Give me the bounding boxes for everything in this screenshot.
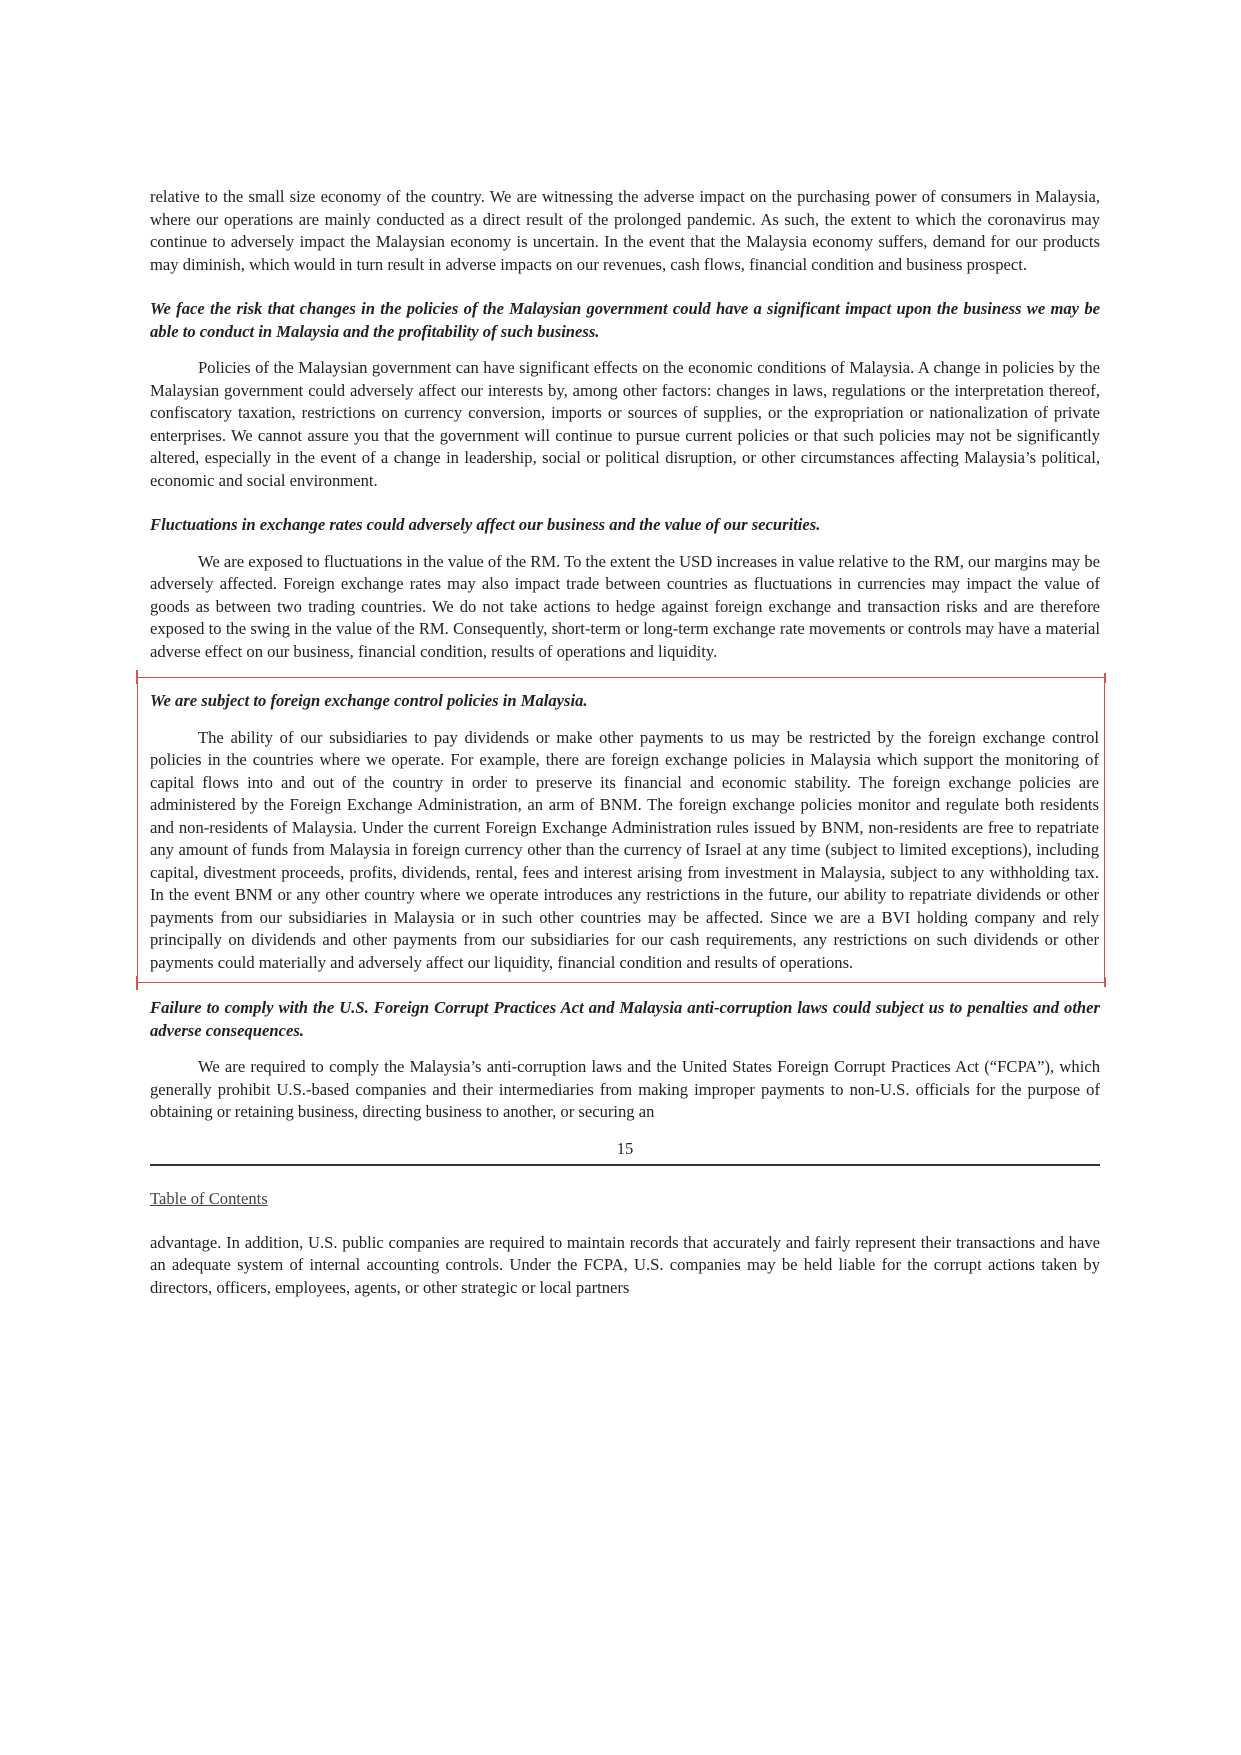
section-heading-fcpa: Failure to comply with the U.S. Foreign Corrupt Practices Act and Malaysia anti-corruption laws could subject us to penalties and other adverse consequences. [150, 998, 1100, 1040]
section-heading-exchange-control: We are subject to foreign exchange control policies in Malaysia. [150, 691, 588, 710]
intro-paragraph: relative to the small size economy of the country. We are witnessing the adverse impact on the purchasing power of consumers in Malaysia, where our operations are mainly conducted as a direct result of the prolonged pandemic. As such, the extent to which the coronavirus may continue to adversely impact the Malaysian economy is uncertain. In the event that the Malaysia economy suffers, demand for our products may diminish, which would in turn result in adverse impacts on our revenues, cash flows, financial condition and business prospect. [150, 187, 1100, 274]
page-number: 15 [616, 1138, 634, 1158]
highlight-corner-mark [1104, 977, 1106, 987]
page-divider [150, 1164, 1100, 1166]
section-body-government-policy: Policies of the Malaysian government can have significant effects on the economic conditions of Malaysia. A change in policies by the Malaysian government could adversely affect our interests by, among other factors: changes in laws, regulations or the interpretation thereof, confiscatory taxation, restrictions on currency conversion, imports or sources of supplies, or the expropriation or nationalization of private enterprises. We cannot assure you that the government will continue to pursue current policies or that such policies may not be significantly altered, especially in the event of a change in leadership, social or political disruption, or other circumstances affecting Malaysia’s political, economic and social environment. [150, 358, 1100, 490]
section-body-exchange-control: The ability of our subsidiaries to pay dividends or make other payments to us may be restricted by the foreign exchange control policies in the countries where we operate. For example, there are foreign exchange policies in Malaysia which support the monitoring of capital flows into and out of the country in order to preserve its financial and economic stability. The foreign exchange policies are administered by the Foreign Exchange Administration, an arm of BNM. The foreign exchange policies monitor and regulate both residents and non-residents of Malaysia. Under the current Foreign Exchange Administration rules issued by BNM, non-residents are free to repatriate any amount of funds from Malaysia in foreign currency other than the currency of Israel at any time (subject to limited exceptions), including capital, divestment proceeds, profits, dividends, rental, fees and interest arising from investment in Malaysia, subject to any withholding tax. In the event BNM or any other country where we operate introduces any restrictions in the future, our ability to repatriate dividends or other payments from our subsidiaries in Malaysia or in such other countries may be affected. Since we are a BVI holding company and rely principally on dividends and other payments from our subsidiaries for our cash requirements, any restrictions on such dividends or other payments could materially and adversely affect our liquidity, financial condition and results of operations. [150, 727, 1099, 972]
highlighted-section-box [137, 677, 1105, 983]
highlight-corner-mark [136, 670, 138, 684]
section-heading-government-policy: We face the risk that changes in the policies of the Malaysian government could have a significant impact upon the business we may be able to conduct in Malaysia and the profitability of such business. [150, 299, 1100, 341]
highlight-corner-mark [1104, 673, 1106, 683]
section-body-fcpa: We are required to comply the Malaysia’s anti-corruption laws and the United States Foreign Corrupt Practices Act (“FCPA”), which generally prohibit U.S.-based companies and their intermediaries from making improper payments to non-U.S. officials for the purpose of obtaining or retaining business, directing business to another, or securing an [150, 1057, 1100, 1121]
document-page [150, 186, 1100, 1299]
table-of-contents-link[interactable]: Table of Contents [150, 1188, 268, 1208]
section-heading-exchange-rates: Fluctuations in exchange rates could adversely affect our business and the value of our securities. [150, 515, 821, 534]
highlight-corner-mark [136, 976, 138, 990]
section-body-exchange-rates: We are exposed to fluctuations in the value of the RM. To the extent the USD increases in value relative to the RM, our margins may be adversely affected. Foreign exchange rates may also impact trade between countries as fluctuations in currencies may impact the value of goods as between two trading countries. We do not take actions to hedge against foreign exchange and transaction risks and are therefore exposed to the swing in the value of the RM. Consequently, short-term or long-term exchange rate movements or controls may have a material adverse effect on our business, financial condition, results of operations and liquidity. [150, 551, 1100, 661]
continuation-paragraph: advantage. In addition, U.S. public companies are required to maintain records that accurately and fairly represent their transactions and have an adequate system of internal accounting controls. Under the FCPA, U.S. companies may be held liable for the corrupt actions taken by directors, officers, employees, agents, or other strategic or local partners [150, 1232, 1100, 1297]
